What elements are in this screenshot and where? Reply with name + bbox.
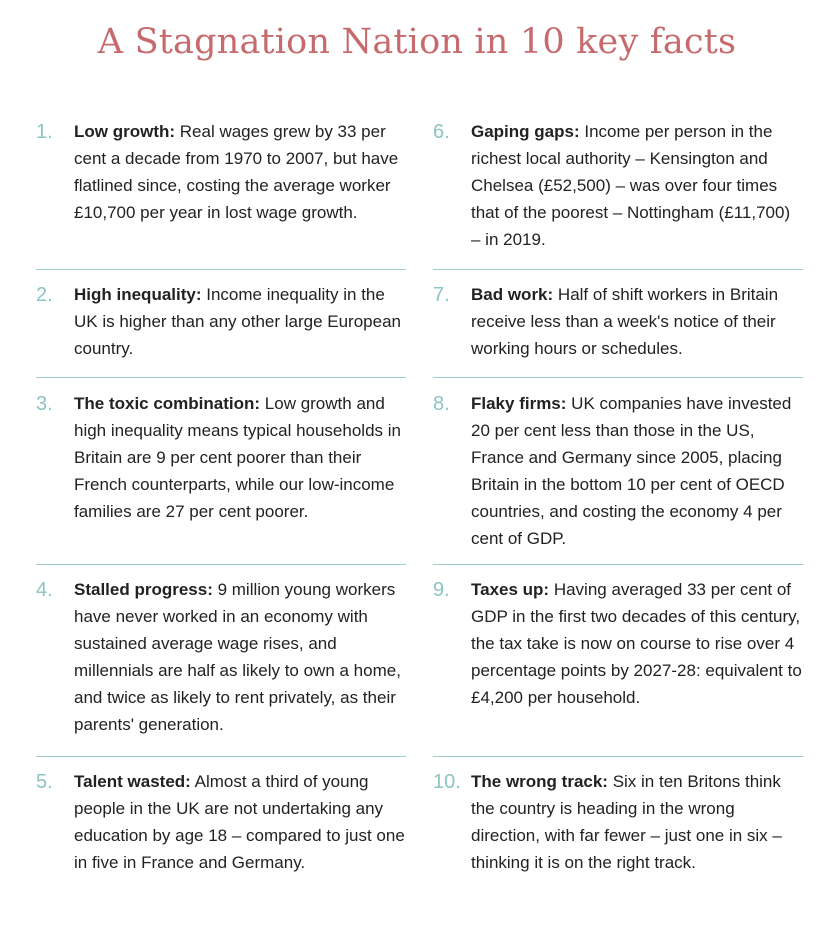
fact-divider [433, 564, 803, 565]
fact-lead: Taxes up: [471, 580, 550, 599]
fact-lead: Bad work: [471, 285, 554, 304]
fact-body: 9 million young workers have never worked in an economy with sustained average wage rises, and millennials are half as likely to own a home, and twice as likely to rent privately, as their parents' generation. [74, 580, 401, 734]
fact-lead: Gaping gaps: [471, 122, 580, 141]
fact-text [74, 281, 406, 362]
fact-body: Almost a third of young people in the UK are not undertaking any education by age 18 – compared to just one in five in France and Germany. [74, 772, 405, 872]
fact-lead: Low growth: [74, 122, 176, 141]
fact-lead: The wrong track: [471, 772, 608, 791]
fact-number: 3. [36, 393, 53, 415]
fact-body: Income per person in the richest local authority – Kensington and Chelsea (£52,500) – was over four times that of the poorest – Nottingham (£11,700) – in 2019. [471, 122, 791, 249]
fact-lead: High inequality: [74, 285, 202, 304]
fact-number: 2. [36, 284, 53, 306]
fact-body: Real wages grew by 33 per cent a decade from 1970 to 2007, but have flatlined since, costing the average worker £10,700 per year in lost wage growth. [74, 122, 399, 222]
fact-lead: The toxic combination: [74, 394, 261, 413]
fact-item-6 [433, 118, 803, 253]
fact-number: 6. [433, 121, 450, 143]
fact-divider [36, 377, 406, 378]
fact-lead: Stalled progress: [74, 580, 213, 599]
fact-text [471, 768, 803, 876]
fact-text [471, 281, 803, 362]
fact-body: UK companies have invested 20 per cent less than those in the US, France and Germany since 2005, placing Britain in the bottom 10 per cent of OECD countries, and costing the economy 4 per cent of GDP. [471, 394, 792, 548]
fact-item-8 [433, 390, 803, 552]
fact-item-4 [36, 576, 406, 738]
fact-lead: Flaky firms: [471, 394, 567, 413]
fact-item-7 [433, 281, 803, 362]
fact-number: 1. [36, 121, 53, 143]
fact-item-2 [36, 281, 406, 362]
fact-item-3 [36, 390, 406, 525]
fact-lead: Talent wasted: [74, 772, 191, 791]
fact-text [74, 576, 406, 738]
fact-number: 8. [433, 393, 450, 415]
fact-body: Six in ten Britons think the country is heading in the wrong direction, with far fewer – just one in six – thinking it is on the right track. [471, 772, 782, 872]
fact-divider [433, 756, 803, 757]
fact-text [74, 118, 406, 226]
fact-number: 10. [433, 771, 461, 793]
fact-number: 9. [433, 579, 450, 601]
fact-number: 4. [36, 579, 53, 601]
fact-text [471, 576, 803, 711]
fact-number: 7. [433, 284, 450, 306]
fact-number: 5. [36, 771, 53, 793]
fact-divider [36, 269, 406, 270]
fact-divider [433, 377, 803, 378]
fact-divider [433, 269, 803, 270]
fact-text [74, 390, 406, 525]
fact-body: Having averaged 33 per cent of GDP in the first two decades of this century, the tax take is now on course to rise over 4 percentage points by 2027-28: equivalent to £4,200 per household. [471, 580, 802, 707]
fact-item-5 [36, 768, 406, 876]
fact-text [471, 118, 803, 253]
fact-divider [36, 564, 406, 565]
fact-text [471, 390, 803, 552]
fact-item-1 [36, 118, 406, 226]
fact-text [74, 768, 406, 876]
page-title: A Stagnation Nation in 10 key facts [97, 22, 737, 62]
fact-item-10 [433, 768, 803, 876]
fact-body: Low growth and high inequality means typical households in Britain are 9 per cent poorer than their French counterparts, while our low-income families are 27 per cent poorer. [74, 394, 401, 521]
fact-item-9 [433, 576, 803, 711]
fact-body: Half of shift workers in Britain receive less than a week's notice of their working hours or schedules. [471, 285, 779, 358]
fact-divider [36, 756, 406, 757]
fact-body: Income inequality in the UK is higher than any other large European country. [74, 285, 401, 358]
